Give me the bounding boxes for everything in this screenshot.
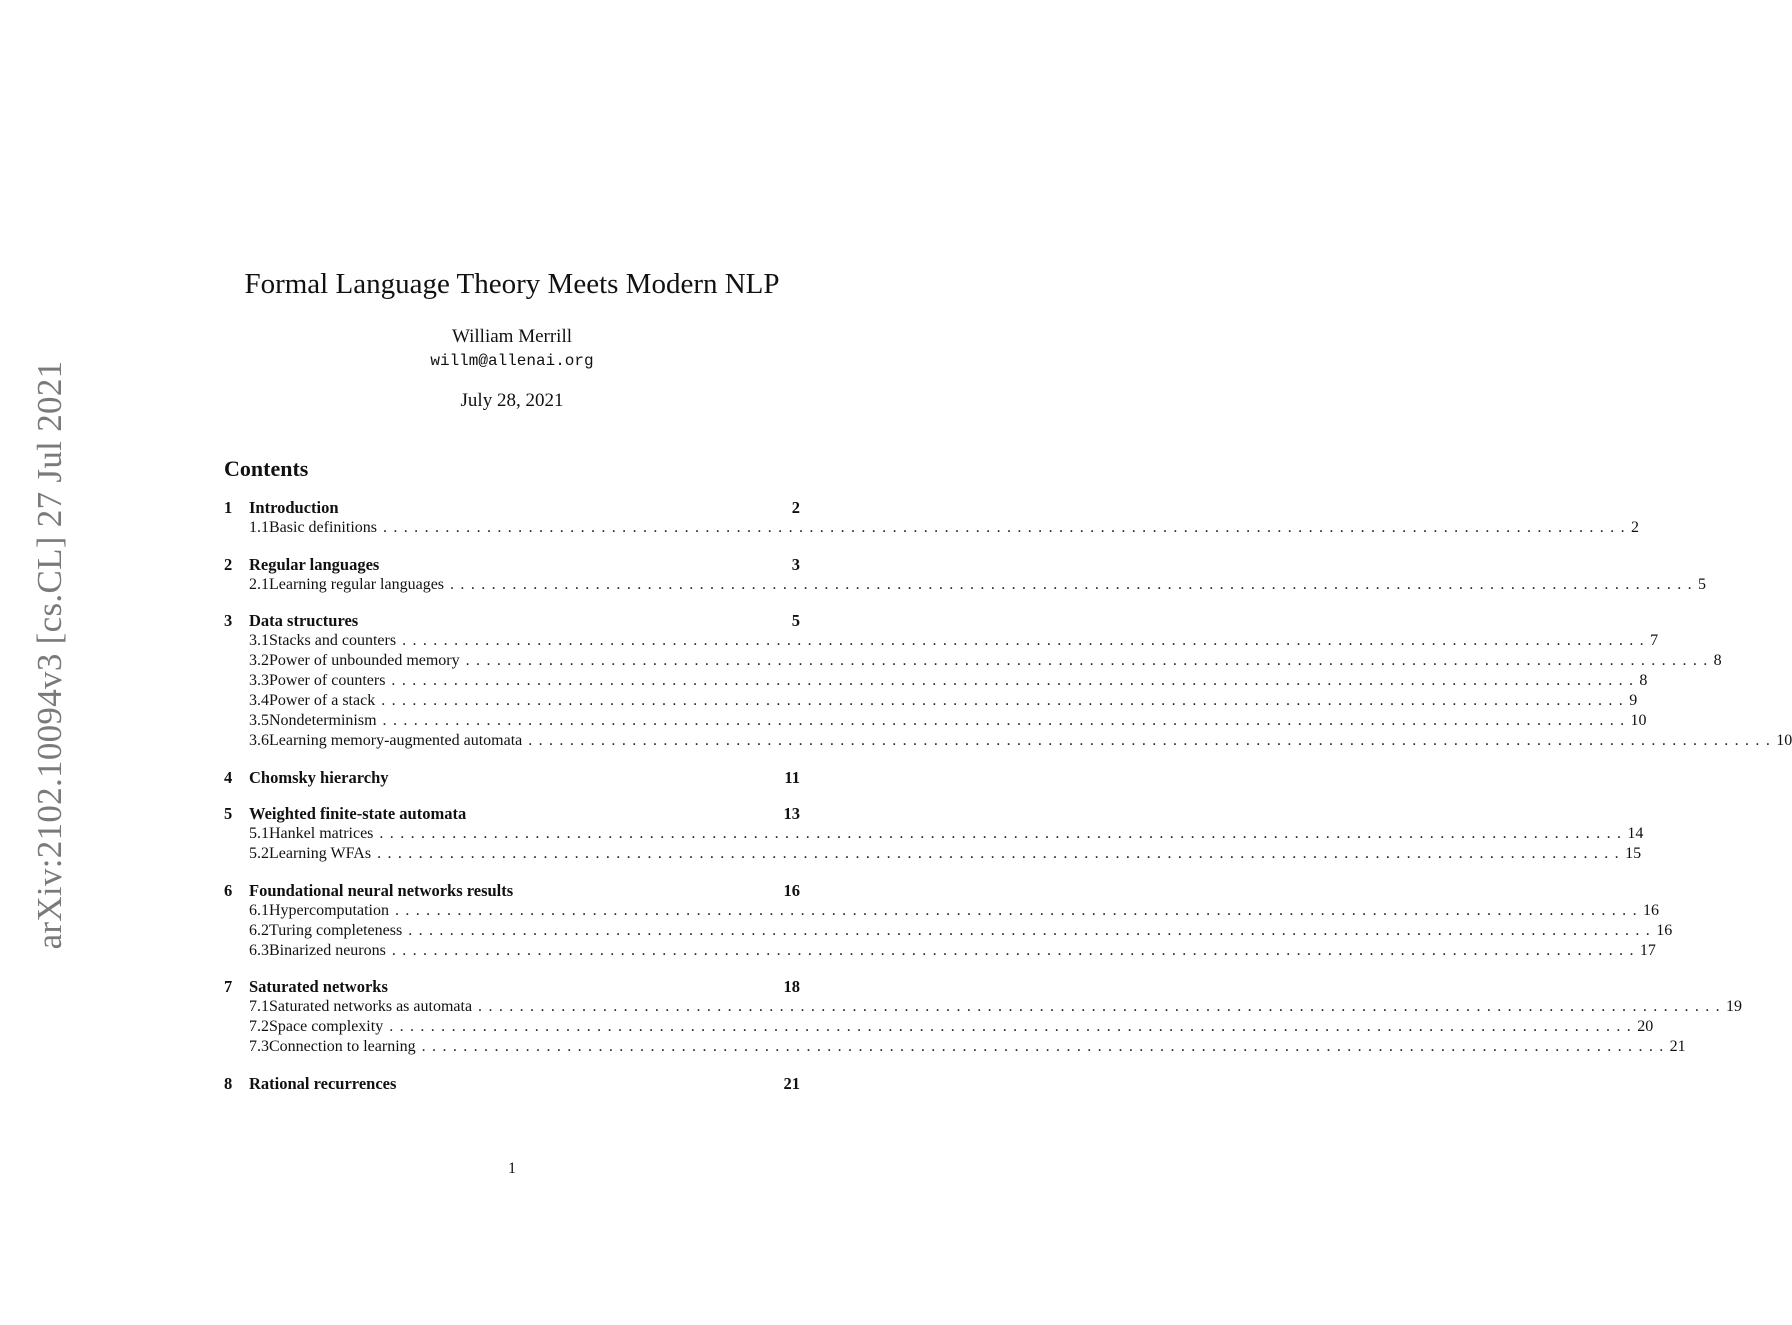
toc-subsection-title: Stacks and counters (269, 632, 397, 649)
toc-section-7 (224, 977, 800, 997)
toc-section-number: 5 (224, 804, 233, 823)
toc-section-number: 8 (224, 1073, 233, 1093)
toc-dot-leader: ........................................................................................................................ (382, 712, 1631, 729)
toc-subsection-title: Connection to learning (269, 1038, 416, 1055)
toc-subsection-page: 9 (1629, 692, 1638, 709)
contents-heading: Contents (224, 456, 309, 481)
toc-subsection-5.2 (224, 844, 1642, 864)
toc-dot-leader: ........................................................................................................................ (379, 825, 1628, 842)
toc-subsection-page: 8 (1639, 672, 1648, 689)
toc-section-5 (224, 804, 800, 824)
toc-subsection-title: Learning memory-augmented automata (269, 732, 523, 749)
author-name: William Merrill (451, 326, 573, 347)
toc-subsection-number: 7.2 (249, 1018, 269, 1035)
toc-section-page: 13 (783, 804, 800, 823)
toc-subsection-page: 2 (1630, 519, 1639, 536)
toc-dot-leader: ........................................................................................................................ (465, 652, 1714, 669)
toc-section-page: 21 (783, 1073, 800, 1093)
toc-section-2 (224, 555, 800, 575)
toc-subsection-number: 2.1 (249, 575, 269, 593)
toc-dot-leader: ........................................................................................................................ (450, 575, 1699, 593)
toc-subsection-title: Saturated networks as automata (269, 998, 473, 1015)
toc-section-title: Saturated networks (249, 977, 388, 996)
toc-subsection-page: 8 (1713, 652, 1722, 669)
toc-section-number: 6 (224, 880, 233, 900)
toc-section-page: 11 (784, 767, 800, 787)
toc-subsection-title: Power of unbounded memory (269, 652, 460, 669)
toc-dot-leader: ........................................................................................................................ (478, 998, 1727, 1015)
toc-subsection-1.1 (224, 518, 1639, 538)
toc-subsection-page: 20 (1637, 1018, 1654, 1035)
toc-subsection-page: 7 (1650, 632, 1659, 649)
toc-section-3 (224, 611, 800, 631)
toc-subsection-page: 10 (1630, 712, 1647, 729)
toc-subsection-title: Binarized neurons (269, 941, 386, 959)
toc-subsection-5.1 (224, 824, 1644, 844)
toc-subsection-7.2 (224, 1017, 1654, 1037)
toc-subsection-page: 16 (1656, 921, 1673, 939)
toc-subsection-number: 3.3 (249, 672, 269, 689)
toc-subsection-page: 21 (1669, 1038, 1686, 1055)
toc-subsection-number: 3.4 (249, 692, 269, 709)
toc-subsection-7.3 (224, 1037, 1686, 1057)
toc-subsection-title: Learning regular languages (269, 575, 445, 593)
toc-subsection-number: 1.1 (249, 519, 269, 536)
toc-section-title: Regular languages (249, 554, 380, 574)
toc-section-number: 2 (224, 554, 233, 574)
toc-subsection-title: Turing completeness (269, 921, 403, 939)
toc-dot-leader: ........................................................................................................................ (391, 941, 1640, 959)
toc-dot-leader: ........................................................................................................................ (381, 692, 1630, 709)
toc-section-page: 5 (791, 611, 800, 630)
table-of-contents (224, 498, 1792, 1094)
toc-subsection-2.1 (224, 575, 1707, 595)
toc-section-title: Data structures (249, 611, 359, 630)
toc-section-title: Introduction (249, 498, 339, 517)
toc-subsection-title: Hypercomputation (269, 901, 389, 919)
toc-section-page: 18 (783, 977, 800, 996)
toc-dot-leader: ........................................................................................................................ (389, 1018, 1638, 1035)
toc-section-page: 2 (791, 498, 800, 517)
toc-subsection-number: 3.6 (249, 732, 269, 749)
toc-subsection-number: 7.3 (249, 1038, 269, 1055)
toc-section-number: 7 (224, 977, 233, 996)
toc-section-title: Rational recurrences (249, 1073, 397, 1093)
toc-subsection-page: 15 (1625, 845, 1642, 862)
toc-subsection-3.5 (224, 711, 1647, 731)
toc-dot-leader: ........................................................................................................................ (377, 845, 1626, 862)
toc-subsection-title: Power of a stack (269, 692, 376, 709)
toc-subsection-title: Learning WFAs (269, 845, 372, 862)
toc-subsection-7.1 (224, 997, 1743, 1017)
toc-subsection-number: 6.3 (249, 941, 269, 959)
toc-section-4 (224, 768, 800, 788)
toc-subsection-title: Nondeterminism (269, 712, 377, 729)
toc-section-number: 1 (224, 498, 233, 517)
toc-subsection-6.2 (224, 921, 1673, 941)
toc-subsection-number: 3.5 (249, 712, 269, 729)
toc-subsection-title: Hankel matrices (269, 825, 374, 842)
toc-dot-leader: ........................................................................................................................ (394, 901, 1643, 919)
toc-dot-leader: ........................................................................................................................ (408, 921, 1657, 939)
toc-subsection-page: 10 (1776, 732, 1792, 749)
toc-section-page: 3 (791, 554, 800, 574)
toc-section-title: Weighted finite-state automata (249, 804, 467, 823)
toc-subsection-3.1 (224, 631, 1659, 651)
author-email: willm@allenai.org (430, 352, 594, 370)
toc-subsection-number: 5.1 (249, 825, 269, 842)
toc-section-1 (224, 498, 800, 518)
toc-subsection-number: 5.2 (249, 845, 269, 862)
toc-dot-leader: ........................................................................................................................ (391, 672, 1640, 689)
toc-section-number: 3 (224, 611, 233, 630)
toc-subsection-6.3 (224, 941, 1656, 961)
toc-subsection-title: Basic definitions (269, 519, 377, 536)
toc-dot-leader: ........................................................................................................................ (402, 632, 1651, 649)
toc-section-title: Foundational neural networks results (249, 880, 514, 900)
toc-subsection-page: 17 (1639, 941, 1656, 959)
toc-subsection-title: Space complexity (269, 1018, 384, 1035)
toc-dot-leader: ........................................................................................................................ (421, 1038, 1670, 1055)
toc-dot-leader: ........................................................................................................................ (528, 732, 1777, 749)
toc-section-number: 4 (224, 767, 233, 787)
toc-subsection-3.2 (224, 651, 1722, 671)
toc-subsection-3.4 (224, 691, 1638, 711)
toc-section-title: Chomsky hierarchy (249, 767, 389, 787)
toc-subsection-number: 3.1 (249, 632, 269, 649)
paper-date: July 28, 2021 (460, 390, 564, 411)
toc-subsection-3.6 (224, 731, 1792, 751)
toc-subsection-title: Power of counters (269, 672, 386, 689)
page-number: 1 (508, 1160, 516, 1177)
toc-subsection-3.3 (224, 671, 1648, 691)
toc-subsection-page: 19 (1726, 998, 1743, 1015)
toc-subsection-number: 6.1 (249, 901, 269, 919)
toc-subsection-page: 5 (1698, 575, 1707, 593)
toc-dot-leader: ........................................................................................................................ (382, 519, 1631, 536)
toc-subsection-6.1 (224, 901, 1659, 921)
toc-section-6 (224, 881, 800, 901)
paper-title: Formal Language Theory Meets Modern NLP (244, 268, 780, 300)
toc-subsection-number: 6.2 (249, 921, 269, 939)
toc-subsection-page: 14 (1627, 825, 1644, 842)
toc-section-8 (224, 1074, 800, 1094)
toc-subsection-number: 7.1 (249, 998, 269, 1015)
toc-section-page: 16 (783, 880, 800, 900)
arxiv-side-stamp: arXiv:2102.10094v3 [cs.CL] 27 Jul 2021 (30, 360, 69, 950)
toc-subsection-number: 3.2 (249, 652, 269, 669)
toc-subsection-page: 16 (1642, 901, 1659, 919)
